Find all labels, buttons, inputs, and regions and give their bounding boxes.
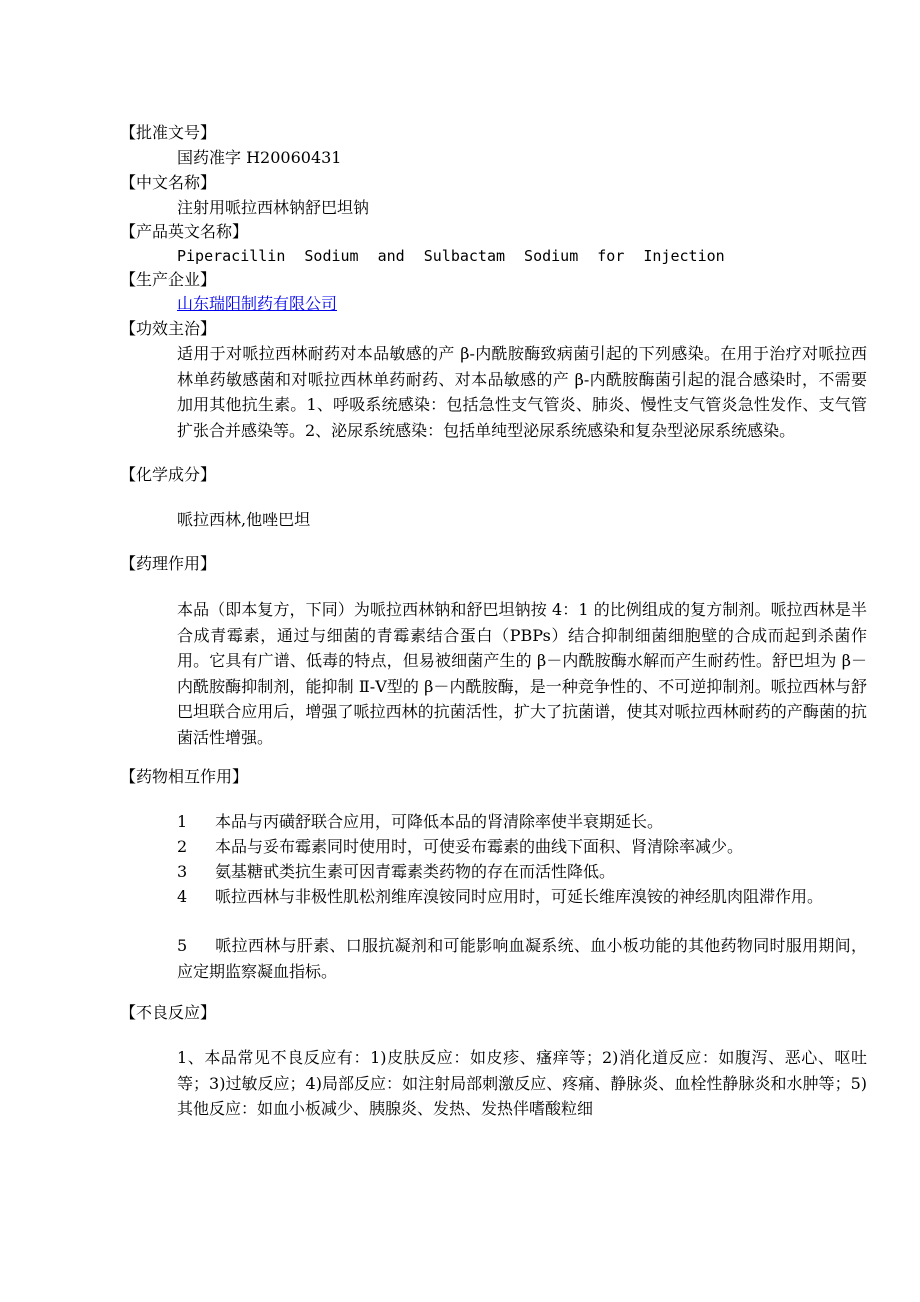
approval-number: 国药准字 H20060431: [177, 148, 342, 167]
indications-heading: 【功效主治】: [120, 319, 217, 338]
en-name-heading: 【产品英文名称】: [120, 222, 249, 241]
interaction-number: 3: [177, 862, 188, 881]
interactions-heading: 【药物相互作用】: [120, 767, 249, 786]
en-name-value: Piperacillin Sodium and Sulbactam Sodium for Injection: [177, 247, 725, 265]
interaction-item: [177, 884, 867, 910]
interaction-text: 本品与妥布霉素同时使用时，可使妥布霉素的曲线下面积、肾清除率减少。: [215, 837, 744, 856]
interaction-number: 4: [177, 887, 188, 906]
adverse-text: 1、本品常见不良反应有：1)皮肤反应：如皮疹、瘙痒等；2)消化道反应：如腹泻、恶心、呕吐等；3)过敏反应；4)局部反应：如注射局部刺激反应、疼痛、静脉炎、血栓性静脉炎和水肿等；5)其他反应：如血小板减少、胰腺炎、发热、发热伴嗜酸粒细: [177, 1048, 867, 1118]
composition-heading: 【化学成分】: [120, 465, 217, 484]
interaction-number: 2: [177, 837, 188, 856]
pharmacology-text: 本品（即本复方，下同）为哌拉西林钠和舒巴坦钠按 4：1 的比例组成的复方制剂。哌拉西林是半合成青霉素，通过与细菌的青霉素结合蛋白（PBPs）结合抑制细菌细胞壁的合成而起到杀菌作用。它具有广谱、低毒的特点，但易被细菌产生的 β－内酰胺酶水解而产生耐药性。舒巴坦为 β－内酰胺酶抑制剂，能抑制 Ⅱ-Ⅴ型的 β－内酰胺酶，是一种竞争性的、不可逆抑制剂。哌拉西林与舒巴坦联合应用后，增强了哌拉西林的抗菌活性，扩大了抗菌谱，使其对哌拉西林耐药的产酶菌的抗菌活性增强。: [177, 600, 867, 747]
indications-text: 适用于对哌拉西林耐药对本品敏感的产 β-内酰胺酶致病菌引起的下列感染。在用于治疗对哌拉西林单药敏感菌和对哌拉西林单药耐药、对本品敏感的产 β-内酰胺酶菌引起的混合感染时，不需要加用其他抗生素。1、呼吸系统感染：包括急性支气管炎、肺炎、慢性支气管炎急性发作、支气管扩张合并感染等。2、泌尿系统感染：包括单纯型泌尿系统感染和复杂型泌尿系统感染。: [177, 344, 867, 440]
interaction-number: 1: [177, 812, 188, 831]
interaction-text: 哌拉西林与非极性肌松剂维库溴铵同时应用时，可延长维库溴铵的神经肌肉阻滞作用。: [215, 887, 824, 906]
interaction-item: [177, 809, 867, 835]
interaction-number: 5: [177, 936, 188, 955]
interaction-text: 氨基糖甙类抗生素可因青霉素类药物的存在而活性降低。: [215, 862, 616, 881]
approval-heading: 【批准文号】: [120, 123, 217, 142]
composition-value: 哌拉西林,他唑巴坦: [177, 510, 311, 529]
interaction-text: 本品与丙磺舒联合应用，可降低本品的肾清除率使半衰期延长。: [215, 812, 664, 831]
cn-name-heading: 【中文名称】: [120, 173, 217, 192]
interaction-item: [177, 859, 867, 885]
manufacturer-heading: 【生产企业】: [120, 270, 217, 289]
interaction-item: [177, 834, 867, 860]
cn-name-value: 注射用哌拉西林钠舒巴坦钠: [177, 198, 370, 217]
interaction-item: [177, 933, 867, 984]
pharmacology-heading: 【药理作用】: [120, 554, 217, 573]
manufacturer-link[interactable]: 山东瑞阳制药有限公司: [177, 294, 338, 313]
adverse-heading: 【不良反应】: [120, 1003, 217, 1022]
interaction-text: 哌拉西林与肝素、口服抗凝剂和可能影响血凝系统、血小板功能的其他药物同时服用期间，应定期监察凝血指标。: [177, 936, 867, 981]
